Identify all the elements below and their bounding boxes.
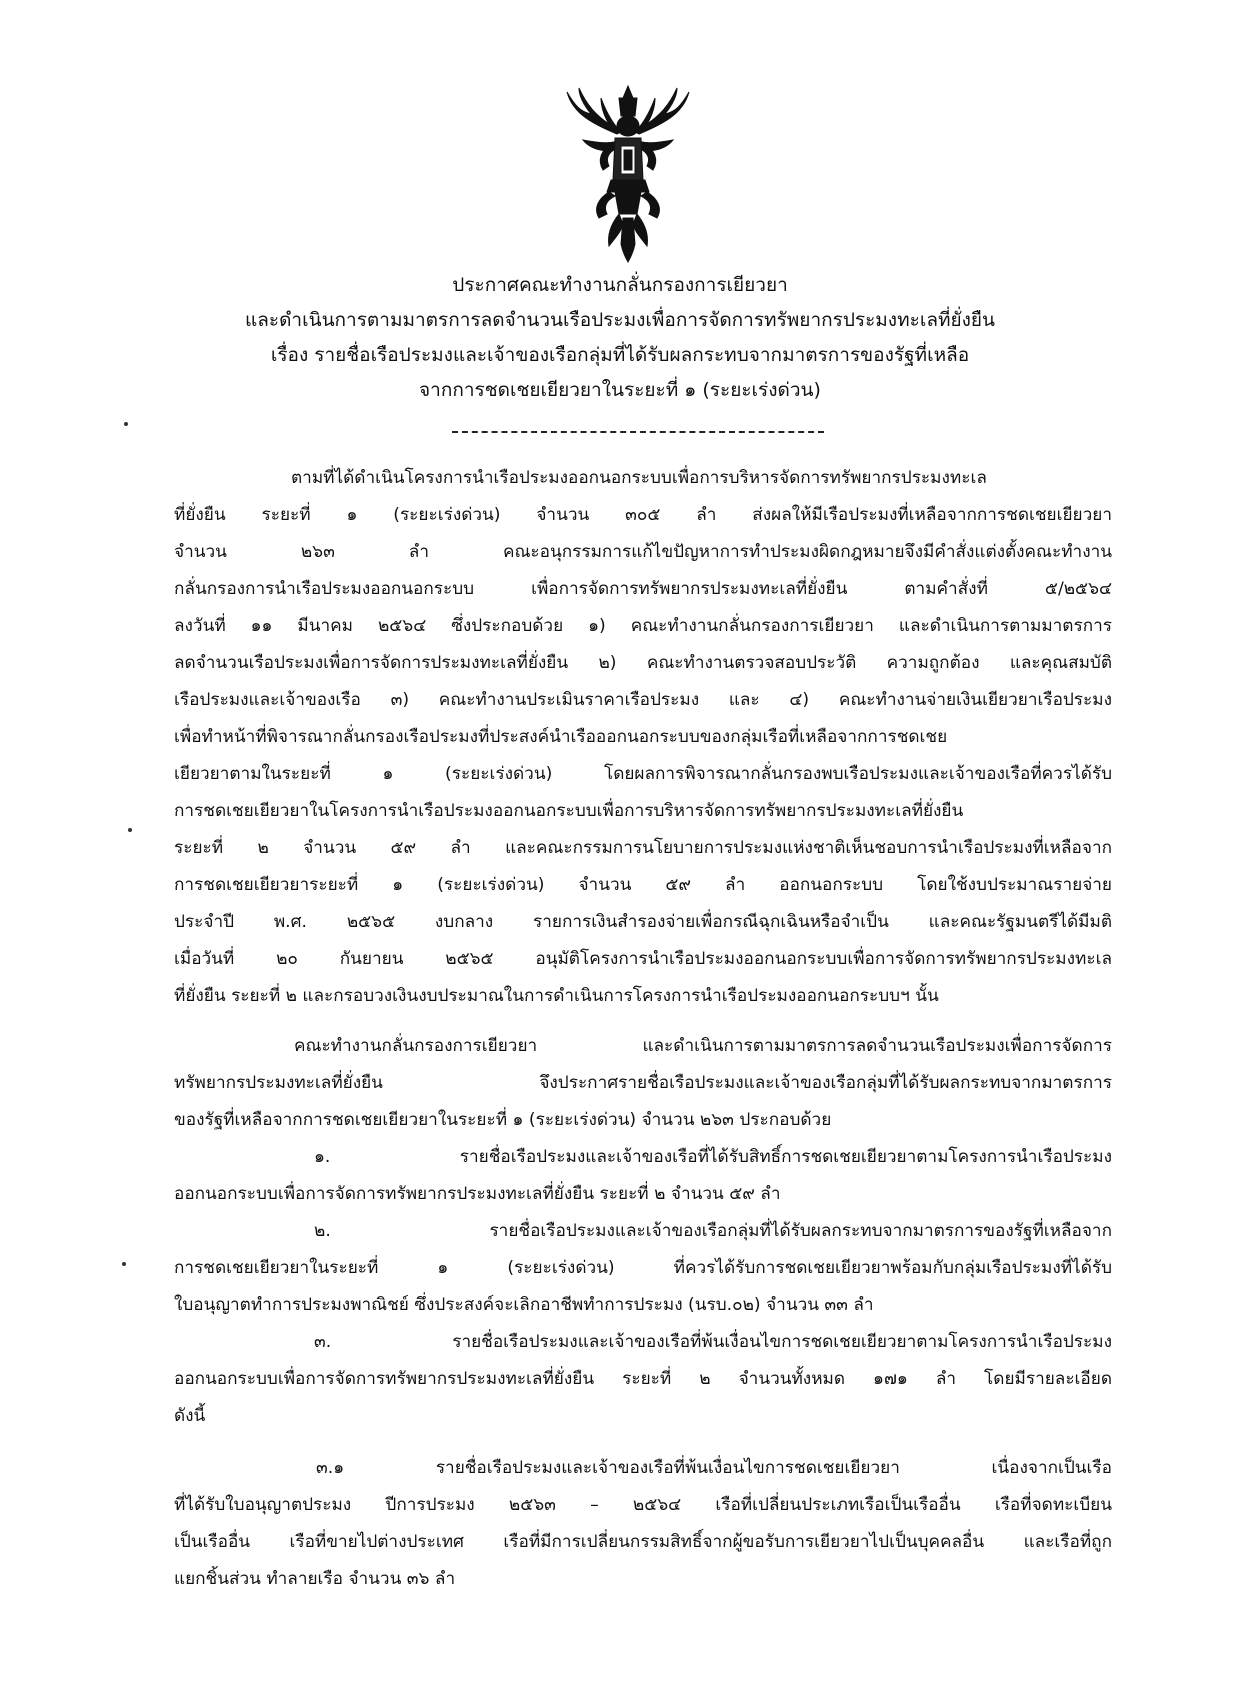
list-item: ๑. รายชื่อเรือประมงและเจ้าของเรือที่ได้รับสิทธิ์การชดเชยเยียวยาตามโครงการนำเรือประมง	[314, 1147, 1112, 1167]
heading-line: เรื่อง รายชื่อเรือประมงและเจ้าของเรือกลุ่มที่ได้รับผลกระทบจากมาตรการของรัฐที่เหลือ	[270, 344, 970, 366]
heading-divider	[452, 431, 824, 433]
body-line: ประจำปี พ.ศ. ๒๕๖๕ งบกลาง รายการเงินสำรองจ่ายเพื่อกรณีฉุกเฉินหรือจำเป็น และคณะรัฐมนตรีได้มีมติ	[174, 912, 1112, 932]
body-line: เรือประมงและเจ้าของเรือ ๓) คณะทำงานประเมินราคาเรือประมง และ ๔) คณะทำงานจ่ายเงินเยียวยาเรือประมง	[174, 690, 1112, 710]
heading-line: ประกาศคณะทำงานกลั่นกรองการเยียวยา	[452, 274, 788, 296]
body-line: ที่ยั่งยืน ระยะที่ ๒ และกรอบวงเงินงบประมาณในการดำเนินการโครงการนำเรือประมงออกนอกระบบฯ นั้น	[174, 986, 939, 1006]
scan-speck	[122, 1262, 126, 1266]
scan-speck	[128, 828, 132, 832]
scan-speck	[124, 422, 128, 426]
list-item: ๓. รายชื่อเรือประมงและเจ้าของเรือที่พ้นเงื่อนไขการชดเชยเยียวยาตามโครงการนำเรือประมง	[314, 1332, 1112, 1352]
document-heading	[150, 268, 1090, 408]
body-line: แยกชิ้นส่วน ทำลายเรือ จำนวน ๓๖ ลำ	[174, 1569, 456, 1589]
list-item: ๓.๑ รายชื่อเรือประมงและเจ้าของเรือที่พ้นเงื่อนไขการชดเชยเยียวยา เนื่องจากเป็นเรือ	[316, 1458, 1112, 1478]
heading-line: และดำเนินการตามมาตรการลดจำนวนเรือประมงเพื่อการจัดการทรัพยากรประมงทะเลที่ยั่งยืน	[244, 309, 996, 331]
body-line: เป็นเรืออื่น เรือที่ขายไปต่างประเทศ เรือที่มีการเปลี่ยนกรรมสิทธิ์จากผู้ขอรับการเยียวยาไปเป็นบุคคลอื่น และเรือที่ถูก	[174, 1532, 1112, 1552]
body-line: ลงวันที่ ๑๑ มีนาคม ๒๕๖๔ ซึ่งประกอบด้วย ๑) คณะทำงานกลั่นกรองการเยียวยา และดำเนินการตามมาตรการ	[174, 616, 1112, 636]
body-line: กลั่นกรองการนำเรือประมงออกนอกระบบ เพื่อการจัดการทรัพยากรประมงทะเลที่ยั่งยืน ตามคำสั่งที่ ๕/๒๕๖๔	[174, 579, 1112, 599]
body-line: ระยะที่ ๒ จำนวน ๕๙ ลำ และคณะกรรมการนโยบายการประมงแห่งชาติเห็นชอบการนำเรือประมงที่เหลือจาก	[174, 838, 1112, 858]
body-line: ที่ยั่งยืน ระยะที่ ๑ (ระยะเร่งด่วน) จำนวน ๓๐๕ ลำ ส่งผลให้มีเรือประมงที่เหลือจากการชดเชยเยียวยา	[174, 505, 1112, 525]
body-line: ใบอนุญาตทำการประมงพาณิชย์ ซึ่งประสงค์จะเลิกอาชีพทำการประมง (นรบ.๐๒) จำนวน ๓๓ ลำ	[174, 1295, 874, 1315]
body-line: ออกนอกระบบเพื่อการจัดการทรัพยากรประมงทะเลที่ยั่งยืน ระยะที่ ๒ จำนวนทั้งหมด ๑๗๑ ลำ โดยมีรายละเอียด	[174, 1369, 1112, 1389]
body-line: ลดจำนวนเรือประมงเพื่อการจัดการประมงทะเลที่ยั่งยืน ๒) คณะทำงานตรวจสอบประวัติ ความถูกต้อง และคุณสมบัติ	[174, 653, 1112, 673]
body-line: จำนวน ๒๖๓ ลำ คณะอนุกรรมการแก้ไขปัญหาการทำประมงผิดกฎหมายจึงมีคำสั่งแต่งตั้งคณะทำงาน	[174, 542, 1112, 562]
body-line: การชดเชยเยียวยาระยะที่ ๑ (ระยะเร่งด่วน) จำนวน ๕๙ ลำ ออกนอกระบบ โดยใช้งบประมาณรายจ่าย	[174, 875, 1112, 895]
body-line: ออกนอกระบบเพื่อการจัดการทรัพยากรประมงทะเลที่ยั่งยืน ระยะที่ ๒ จำนวน ๕๙ ลำ	[174, 1184, 781, 1204]
body-line: การชดเชยเยียวยาในโครงการนำเรือประมงออกนอกระบบเพื่อการบริหารจัดการทรัพยากรประมงทะเลที่ยั่งยืน	[174, 801, 964, 821]
body-line: การชดเชยเยียวยาในระยะที่ ๑ (ระยะเร่งด่วน) ที่ควรได้รับการชดเชยเยียวยาพร้อมกับกลุ่มเรือประมงที่ได้รับ	[174, 1258, 1112, 1278]
body-line: เมื่อวันที่ ๒๐ กันยายน ๒๕๖๕ อนุมัติโครงการนำเรือประมงออกนอกระบบเพื่อการจัดการทรัพยากรประมงทะเล	[174, 949, 1112, 969]
list-item: ๒. รายชื่อเรือประมงและเจ้าของเรือกลุ่มที่ได้รับผลกระทบจากมาตรการของรัฐที่เหลือจาก	[314, 1221, 1112, 1241]
heading-line: จากการชดเชยเยียวยาในระยะที่ ๑ (ระยะเร่งด่วน)	[419, 379, 821, 401]
body-line: เยียวยาตามในระยะที่ ๑ (ระยะเร่งด่วน) โดยผลการพิจารณากลั่นกรองพบเรือประมงและเจ้าของเรือที่ควรได้รับ	[174, 764, 1112, 784]
body-line: ทรัพยากรประมงทะเลที่ยั่งยืน จึงประกาศรายชื่อเรือประมงและเจ้าของเรือกลุ่มที่ได้รับผลกระทบจากมาตรการ	[174, 1073, 1112, 1093]
garuda-emblem-icon	[563, 84, 693, 264]
body-line: ดังนี้	[174, 1406, 206, 1426]
body-line: คณะทำงานกลั่นกรองการเยียวยา และดำเนินการตามมาตรการลดจำนวนเรือประมงเพื่อการจัดการ	[294, 1036, 1112, 1056]
body-line: ที่ได้รับใบอนุญาตประมง ปีการประมง ๒๕๖๓ – ๒๕๖๔ เรือที่เปลี่ยนประเภทเรือเป็นเรืออื่น เรือที่จดทะเบียน	[174, 1495, 1112, 1515]
body-line: เพื่อทำหน้าที่พิจารณากลั่นกรองเรือประมงที่ประสงค์นำเรือออกนอกระบบของกลุ่มเรือที่เหลือจากการชดเชย	[174, 727, 948, 747]
body-line: ของรัฐที่เหลือจากการชดเชยเยียวยาในระยะที่ ๑ (ระยะเร่งด่วน) จำนวน ๒๖๓ ประกอบด้วย	[174, 1110, 832, 1130]
body-line: ตามที่ได้ดำเนินโครงการนำเรือประมงออกนอกระบบเพื่อการบริหารจัดการทรัพยากรประมงทะเล	[291, 468, 987, 488]
